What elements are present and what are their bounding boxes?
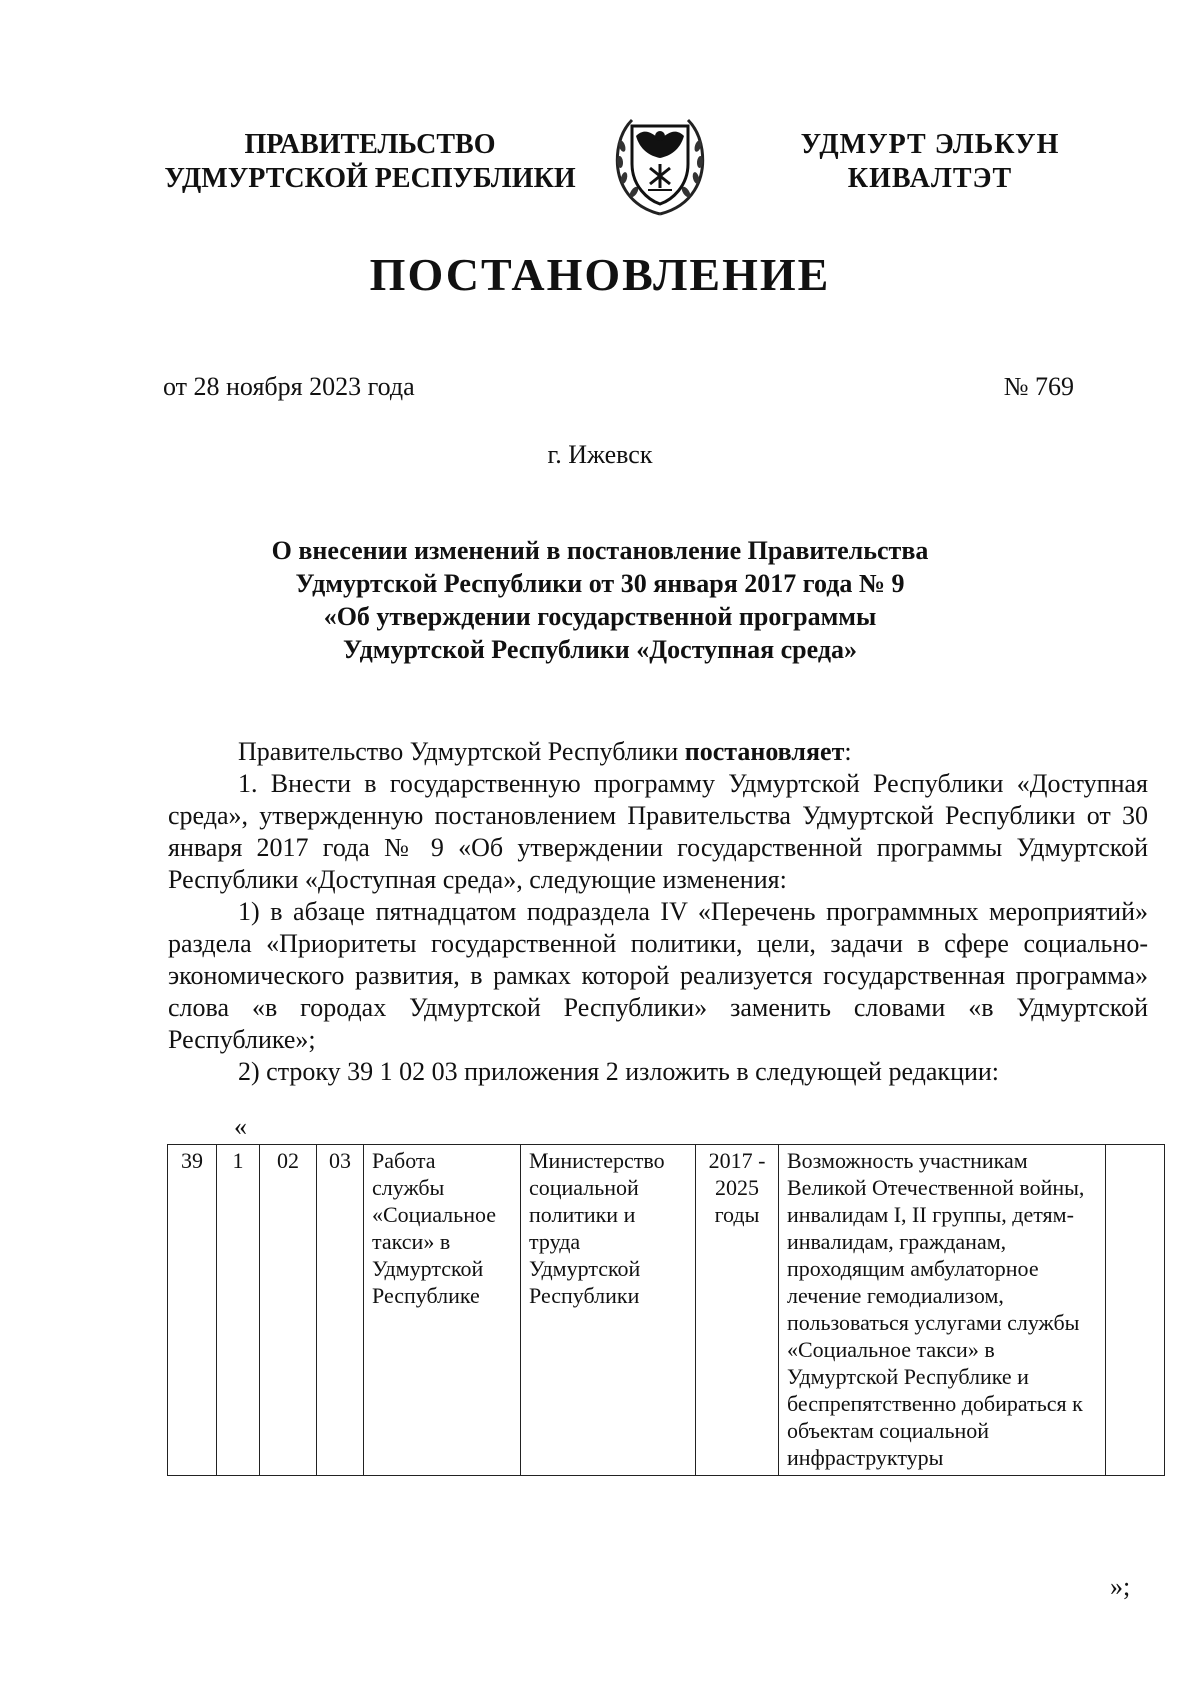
document-date: от 28 ноября 2023 года [163,372,415,401]
government-name-udmurt [760,128,1100,196]
document-type-title: ПОСТАНОВЛЕНИЕ [369,249,831,300]
government-name-line2: УДМУРТСКОЙ РЕСПУБЛИКИ [164,163,576,194]
cell-period: 2017 - 2025 годы [696,1145,779,1476]
table-row [168,1145,1165,1476]
cell-program: 1 [217,1145,260,1476]
cell-executor: Министерство социальной политики и труда Удмуртской Республики [521,1145,696,1476]
cell-expected-result: Возможность участникам Великой Отечественной войны, инвалидам I, II группы, детям-инвалидам, гражданам, проходящим амбулаторное лечение гемодиализом, пользоваться услугами службы «Социальное такси» в Удмуртской Республике и беспрепятственно добираться к объектам социальной инфраструктуры [779,1145,1106,1476]
subject-line-3: «Об утверждении государственной программы [323,602,877,631]
document-number: № 769 [1003,372,1074,401]
intro-prefix: Правительство Удмуртской Республики [238,737,685,766]
cell-index: 39 [168,1145,217,1476]
subject-line-2: Удмуртской Республики от 30 января 2017 года № 9 [295,569,905,598]
cell-subprogram: 02 [260,1145,317,1476]
program-table-row [167,1144,1165,1476]
subject-line-1: О внесении изменений в постановление Правительства [271,536,929,565]
paragraph-1: 1. Внести в государственную программу Удмуртской Республики «Доступная среда», утвержденную постановлением Правительства Удмуртской Республики от 30 января 2017 года № 9 «Об утверждении государственной программы Удмуртской Республики «Доступная среда», следующие изменения: [168,769,1148,894]
government-name-udmurt-line1: УДМУРТ ЭЛЬКУН [800,129,1060,160]
table-open-quote: « [234,1112,247,1141]
document-subject [150,534,1050,666]
intro-decision-word: постановляет [684,737,845,766]
paragraph-3: 2) строку 39 1 02 03 приложения 2 изложить в следующей редакции: [238,1057,1000,1086]
cell-measure-name: Работа службы «Социальное такси» в Удмуртской Республике [364,1145,521,1476]
government-name-line1: ПРАВИТЕЛЬСТВО [244,129,496,160]
intro-suffix: : [844,737,852,766]
intro-paragraph [168,736,1148,768]
body-text [168,736,1148,1088]
udmurt-coat-of-arms-icon [610,106,710,218]
government-name-russian [120,128,620,196]
table-close-quote: »; [1110,1572,1131,1601]
cell-measure: 03 [317,1145,364,1476]
document-city: г. Ижевск [547,440,653,469]
government-name-udmurt-line2: КИВАЛТЭТ [847,163,1013,194]
cell-empty [1106,1145,1165,1476]
subject-line-4: Удмуртской Республики «Доступная среда» [343,635,857,664]
paragraph-2: 1) в абзаце пятнадцатом подраздела IV «Перечень программных мероприятий» раздела «Приоритеты государственной политики, цели, задачи в сфере социально-экономического развития, в рамках которой реализуется государственная программа» слова «в городах Удмуртской Республики» заменить словами «в Удмуртской Республике»; [168,897,1148,1054]
